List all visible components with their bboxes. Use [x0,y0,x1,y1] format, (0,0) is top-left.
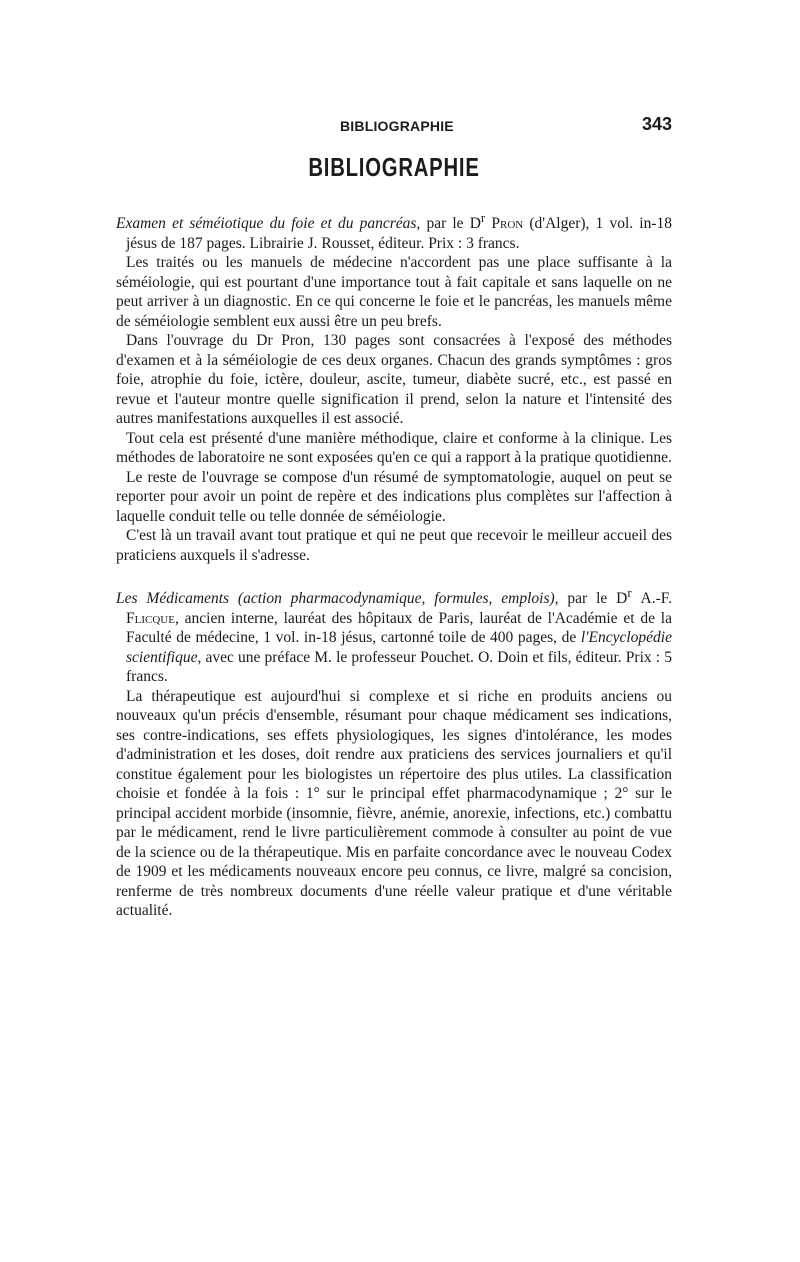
review-paragraph: Le reste de l'ouvrage se compose d'un résumé de symptomatologie, auquel on peut se reporter pour avoir un point de repère et des indications plus complètes sur l'affection à laquelle conduit telle ou telle donnée de séméiologie. [116,468,672,525]
citation-by: par le D [420,215,481,233]
citation-details: , avec une préface M. le professeur Pouchet. O. Doin et fils, éditeur. Prix : 5 francs. [126,648,672,686]
running-header [116,110,672,140]
review-paragraph: C'est là un travail avant tout pratique et qui ne peut que recevoir le meilleur accueil des praticiens auxquels il s'adresse. [116,527,672,564]
review-paragraph: La thérapeutique est aujourd'hui si complexe et si riche en produits anciens ou nouveaux qu'un précis d'ensemble, résumant pour chaque médicament ses indications, ses contre-indications, ses effets physiologiques, les signes d'intolérance, les modes d'administration et les doses, doit rendre aux praticiens des services journaliers et qu'il constitue également pour les biologistes un répertoire des plus utiles. La classification choisie et fondée à la fois : 1° sur le principal effet pharmacodynamique ; 2° sur le principal accident morbide (insomnie, fièvre, anémie, anorexie, infections, etc.) combattu par le médicament, rend le livre particulièrement commode à consulter au point de vue de la science ou de la thérapeutique. Mis en parfaite concordance avec le nouveau Codex de 1909 et les médicaments nouveaux encore peu connus, ce livre, malgré sa concision, renferme de très nombreux documents d'une réelle valeur pratique et d'une véritable actualité. [116,687,672,920]
citation-sup: r [627,585,632,601]
review-citation [116,208,672,253]
review-paragraph: Les traités ou les manuels de médecine n'accordent pas une place suffisante à la séméiologie, qui est pourtant d'une importance tout à fait capitale et sans laquelle on ne peut arriver à un diagnostic. En ce qui concerne le foie et le pancréas, les manuels même de séméiologie semblent eux aussi être un peu brefs. [116,254,672,330]
review-paragraph: Tout cela est présenté d'une manière méthodique, claire et conforme à la clinique. Les méthodes de laboratoire ne sont exposées qu'en ce qui a rapport à la pratique quotidienne. [116,429,672,467]
citation-by: par le D [558,590,628,608]
review-citation [116,583,672,687]
author-name: A.-F. Flicque [126,590,672,627]
citation-sup: r [480,210,486,225]
book-title: Examen et séméiotique du foie et du pancréas, [116,215,421,233]
collection-title: l'Encyclopédie scientifique [126,629,672,666]
review-entry [116,583,672,921]
section-title: BIBLIOGRAPHIE [308,152,480,182]
citation-details: , ancien interne, lauréat des hôpitaux de Paris, lauréat de l'Académie et de la Faculté de médecine, 1 vol. in-18 jésus, cartonné toile de 400 pages, de [126,609,672,647]
review-paragraph: Dans l'ouvrage du Dr Pron, 130 pages sont consacrées à l'exposé des méthodes d'examen et à la séméiologie de ces deux organes. Chacun des grands symptômes : gros foie, atrophie du foie, ictère, douleur, ascite, tumeur, diabète sucré, etc., est passé en revue et l'auteur montre quelle signification il prend, selon la nature et l'intensité des autres manifestations auxquelles il est associé. [116,332,672,428]
author-name: Pron [491,215,524,233]
book-page [116,110,672,921]
review-entry [116,208,672,565]
running-title: BIBLIOGRAPHIE [340,118,454,134]
page-number: 343 [641,114,672,134]
citation-details: (d'Alger), 1 vol. in-18 jésus de 187 pages. Librairie J. Rousset, éditeur. Prix : 3 francs. [126,215,672,252]
book-title: Les Médicaments (action pharmacodynamique, formules, emplois), [116,590,559,608]
